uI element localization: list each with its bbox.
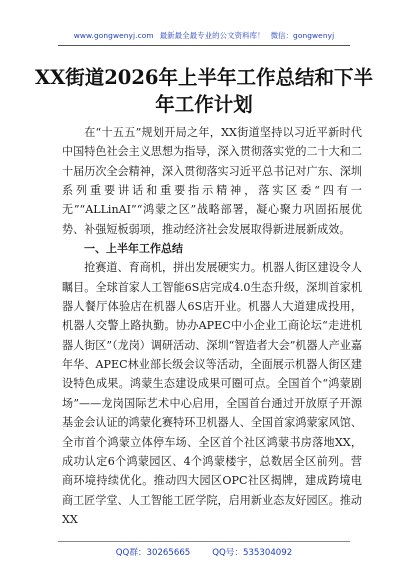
- page-header: [0, 30, 408, 41]
- document-body: [62, 123, 362, 529]
- wechat-id: 微信：gongwenyj: [270, 31, 335, 40]
- header-divider: [58, 45, 350, 46]
- document-title: XX街道2026年上半年工作总结和下半年工作计划: [34, 66, 374, 116]
- page-footer: [0, 546, 408, 558]
- section-heading: 一、上半年工作总结: [84, 242, 183, 256]
- body-paragraph: 抢赛道、育商机，拼出发展硬实力。机器人街区建设令人瞩目。全球首家人工智能6S店完成4.0生态升级，深圳首家机器人餐厅体验店在机器人6S店开业。机器人大道建成投用，机器人交警上路执勤。协办APEC中小企业工商论坛“走进机器人街区”（龙岗）调研活动、深圳“智造者大会”机器人产业嘉年华、APEC林业部长级会议等活动，全面展示机器人街区建设特色成果。鸿蒙生态建设成果可圈可点。全国首个“鸿蒙剧场”——龙岗国际艺术中心启用，全国首台通过开放原子开源基金会认证的鸿蒙化赛特环卫机器人、全国首家鸿蒙家风馆、全市首个鸿蒙立体停车场、全区首个社区鸿蒙书房落地XX，成功认定6个鸿蒙园区、4个鸿蒙楼宇，总数居全区前列。营商环境持续优化。推动四大园区OPC社区揭牌，建成跨境电商工匠学堂、人工智能工匠学院，启用新业态友好园区。推动XX: [62, 261, 362, 526]
- site-slogan: 最新最全最专业的公文资料库！: [159, 31, 265, 40]
- site-link[interactable]: www.gongwenyj.com: [73, 31, 154, 40]
- qq-number: QQ号：535304092: [212, 548, 293, 558]
- qq-group: QQ群：30265665: [115, 548, 191, 558]
- intro-paragraph: 在“十五五”规划开局之年，XX街道坚持以习近平新时代中国特色社会主义思想为指导，深入贯彻落实党的二十大和二十届历次全会精神，深入贯彻落实习近平总书记对广东、深圳系列重要讲话和重要指示精神，落实区委“四有一无”“ALLinAI”“鸿蒙之区”战略部署，凝心聚力巩固拓展优势、补强短板弱项，推动经济社会发展取得新进展新成效。: [62, 126, 362, 236]
- footer-divider: [58, 541, 350, 542]
